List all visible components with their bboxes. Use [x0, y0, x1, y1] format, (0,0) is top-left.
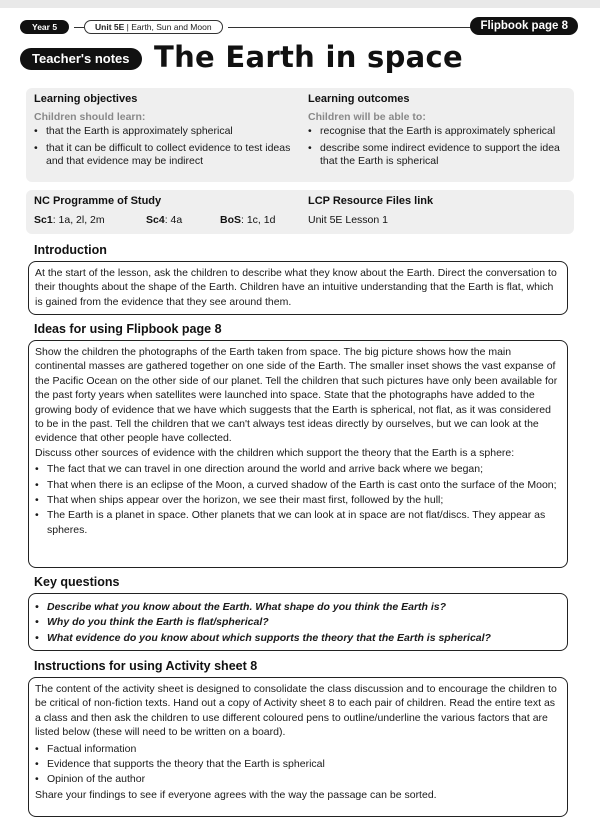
unit-tag	[84, 20, 223, 34]
key-questions-box	[28, 593, 568, 651]
programme-heading: NC Programme of Study	[34, 195, 162, 207]
factor-item: • Factual information	[35, 742, 561, 756]
lcp-link	[308, 195, 570, 226]
sc4-value: : 4a	[164, 214, 183, 226]
year-tag: Year 5	[20, 20, 69, 34]
evidence-list	[35, 462, 561, 537]
sc4-label: Sc4	[146, 214, 165, 226]
question-item: • What evidence do you know about which supports the theory that the Earth is spherical?	[35, 631, 561, 645]
sc1-label: Sc1	[34, 214, 53, 226]
introduction-heading: Introduction	[34, 243, 107, 257]
outcomes-intro: Children will be able to:	[308, 111, 426, 123]
programme-panel	[26, 190, 574, 234]
outcome-item: • describe some indirect evidence to support the idea that the Earth is spherical	[308, 142, 570, 169]
objectives-heading: Learning objectives	[34, 93, 138, 105]
ideas-paragraph-2: Discuss other sources of evidence with the children which support the theory that the Earth is a sphere:	[35, 446, 515, 459]
key-questions-heading: Key questions	[34, 575, 120, 589]
introduction-box	[28, 261, 568, 315]
learning-objectives	[34, 93, 296, 172]
top-strip	[0, 0, 600, 8]
ideas-paragraph: Show the children the photographs of the Earth taken from space. The big picture shows how the main continental masses are gathered together on one side of the Earth. The smaller inset shows the vast expanse of the Pacific Ocean on the other side of our planet. Tell the children that such pictures have only been available for the past forty years when satellites were launched into space. State that the photographs have added to the growing body of evidence that we have which suggests that the Earth is spherical, not flat, as it was considered to be in the past. Tell the children that we can't always test ideas directly by ourselves, but we can look at the evidence that other people have collected.	[35, 346, 558, 445]
activity-heading: Instructions for using Activity sheet 8	[34, 659, 258, 673]
question-item: • Why do you think the Earth is flat/spherical?	[35, 615, 561, 629]
outcome-item: • recognise that the Earth is approximately spherical	[308, 125, 570, 139]
lcp-heading: LCP Resource Files link	[308, 195, 434, 207]
factor-item: • Opinion of the author	[35, 772, 561, 786]
objectives-panel	[26, 88, 574, 182]
factor-item: • Evidence that supports the theory that the Earth is spherical	[35, 757, 561, 771]
programme-refs	[34, 214, 296, 228]
teachers-notes-tag: Teacher's notes	[20, 48, 142, 70]
objectives-list	[34, 125, 296, 169]
evidence-item: • That when there is an eclipse of the Moon, a curved shadow of the Earth is cast onto the surface of the Moon;	[35, 478, 561, 492]
activity-paragraph: The content of the activity sheet is designed to consolidate the class discussion and to encourage the children to be critical of non-fiction texts. Hand out a copy of Activity sheet 8 to each pair of children. Read the entire text as a class and then ask the children to use different coloured pens to outline/underline the various factors that are listed below (these will need to be written on a board).	[35, 683, 557, 739]
activity-box	[28, 677, 568, 817]
nc-programme	[34, 195, 296, 228]
question-item: • Describe what you know about the Earth. What shape do you think the Earth is?	[35, 600, 561, 614]
evidence-item: • That when ships appear over the horizon, we see their mast first, followed by the hull;	[35, 493, 561, 507]
outcomes-list	[308, 125, 570, 169]
header-rule-right	[228, 27, 480, 28]
objective-item: • that the Earth is approximately spherical	[34, 125, 296, 139]
objectives-intro: Children should learn:	[34, 111, 146, 123]
lcp-value: Unit 5E Lesson 1	[308, 214, 388, 226]
key-questions-list	[35, 600, 561, 645]
page-title: The Earth in space	[154, 40, 464, 74]
activity-closing: Share your findings to see if everyone agrees with the way the passage can be sorted.	[35, 788, 437, 801]
objective-item: • that it can be difficult to collect evidence to test ideas and that evidence may be indirect	[34, 142, 296, 169]
introduction-text: At the start of the lesson, ask the children to describe what they know about the Earth. Direct the conversation to their thoughts about the shape of the Earth. Children have an intuitive understanding that the Earth is flat, which is gained from the evidence that they see around them.	[35, 267, 557, 308]
ideas-heading: Ideas for using Flipbook page 8	[34, 322, 222, 336]
bos-label: BoS	[220, 214, 241, 226]
sc1-value: : 1a, 2l, 2m	[52, 214, 105, 226]
outcomes-heading: Learning outcomes	[308, 93, 410, 105]
learning-outcomes	[308, 93, 570, 172]
unit-tag-topic: | Earth, Sun and Moon	[124, 22, 212, 32]
flipbook-page-tag: Flipbook page 8	[470, 17, 578, 35]
evidence-item: • The Earth is a planet in space. Other planets that we can look at in space are not flat/discs. They appear as spheres.	[35, 508, 561, 537]
header-rule-left	[74, 27, 84, 28]
ideas-box	[28, 340, 568, 568]
bos-value: : 1c, 1d	[241, 214, 276, 226]
evidence-item: • The fact that we can travel in one direction around the world and arrive back where we began;	[35, 462, 561, 476]
unit-tag-code: Unit 5E	[95, 22, 125, 32]
factor-list	[35, 742, 561, 787]
